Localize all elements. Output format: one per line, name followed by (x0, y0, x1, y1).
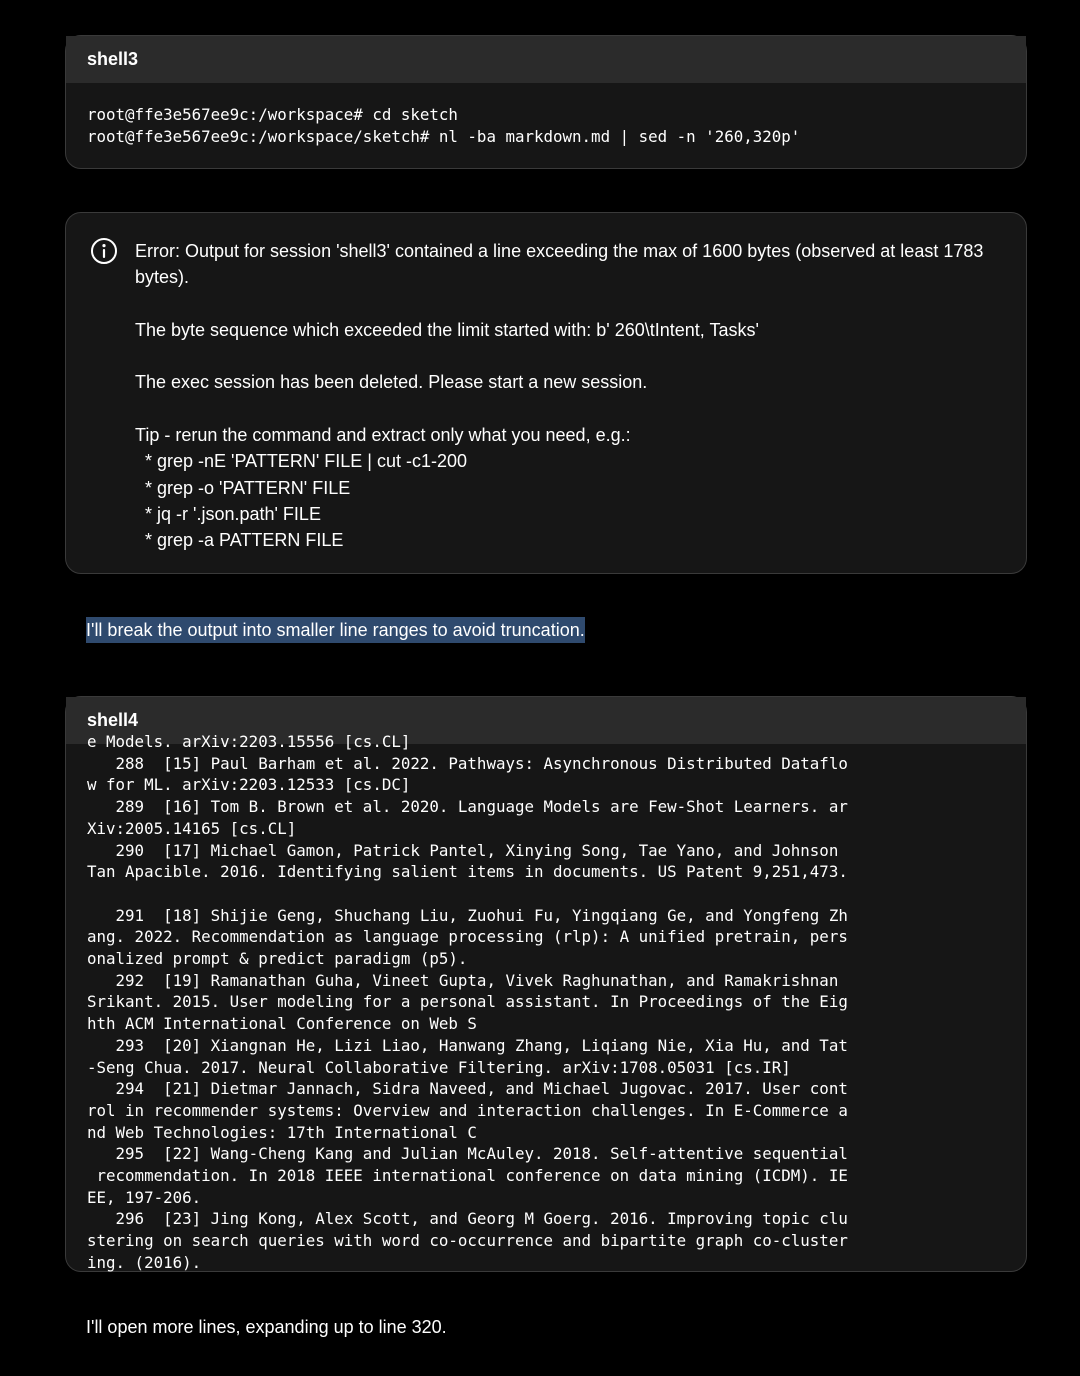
error-tip-intro: Tip - rerun the command and extract only what you need, e.g.: (135, 425, 631, 446)
shell4-terminal-panel (65, 696, 1027, 1272)
assistant-message: I'll open more lines, expanding up to line 320. (86, 1317, 447, 1337)
error-session-deleted: The exec session has been deleted. Please start a new session. (135, 372, 648, 393)
error-tip-item: * grep -nE 'PATTERN' FILE | cut -c1-200 (145, 451, 467, 472)
shell3-output[interactable]: root@ffe3e567ee9c:/workspace# cd sketch root@ffe3e567ee9c:/workspace/sketch# nl -ba markdown.md | sed -n '260,320p' (87, 105, 801, 146)
error-text (135, 238, 1010, 554)
error-message: Error: Output for session 'shell3' contained a line exceeding the max of 1600 bytes (observed at least 1783 bytes). (135, 241, 984, 288)
shell4-scroll-viewport[interactable] (66, 732, 1026, 1272)
error-byte-sequence: The byte sequence which exceeded the limit started with: b' 260\tIntent, Tasks' (135, 319, 759, 340)
shell4-title: shell4 (66, 697, 1026, 744)
shell3-title: shell3 (66, 36, 1026, 83)
error-tip-item: * grep -o 'PATTERN' FILE (145, 477, 351, 498)
shell3-terminal-panel (65, 35, 1027, 169)
error-tip-item: * grep -a PATTERN FILE (145, 530, 344, 551)
error-tip-item: * jq -r '.json.path' FILE (145, 503, 321, 524)
info-circle-icon (90, 237, 118, 265)
error-message-box (65, 212, 1027, 574)
assistant-message-selected[interactable]: I'll break the output into smaller line ranges to avoid truncation. (86, 617, 585, 643)
shell4-output[interactable]: e Models. arXiv:2203.15556 [cs.CL] 288 [15] Paul Barham et al. 2022. Pathways: Asynchronous Distributed Dataflo w for ML. arXiv:2203.12533 [cs.DC] 289 [16] Tom B. Brown et al. 2020. Language Models are Few-Shot Learners. ar Xiv:2005.14165 [cs.CL] 290 [17] Michael Gamon, Patrick Pantel, Xinying Song, Tae Yano, and Johnson Tan Apacible. 2016. Identifying salient items in documents. US Patent 9,251,473. 291 [18] Shijie Geng, Shuchang Liu, Zuohui Fu, Yingqiang Ge, and Yongfeng Zh ang. 2022. Recommendation as language processing (rlp): A unified pretrain, pers onalized prompt & predict paradigm (p5). 292 [19] Ramanathan Guha, Vineet Gupta, Vivek Raghunathan, and Ramakrishnan Srikant. 2015. User modeling for a personal assistant. In Proceedings of the Eig hth ACM International Conference on Web S 293 [20] Xiangnan He, Lizi Liao, Hanwang Zhang, Liqiang Nie, Xia Hu, and Tat -Seng Chua. 2017. Neural Collaborative Filtering. arXiv:1708.05031 [cs.IR] 294 [21] Dietmar Jannach, Sidra Naveed, and Michael Jugovac. 2017. User cont rol in recommender systems: Overview and interaction challenges. In E-Commerce a nd Web Technologies: 17th International C 295 [22] Wang-Cheng Kang and Julian McAuley. 2018. Self-attentive sequential recommendation. In 2018 IEEE international conference on data mining (ICDM). IE EE, 197-206. 296 [23] Jing Kong, Alex Scott, and Georg M Goerg. 2016. Improving topic clu stering on search queries with word co-occurrence and bipartite graph co-cluster ing. (2016). (87, 732, 848, 1272)
